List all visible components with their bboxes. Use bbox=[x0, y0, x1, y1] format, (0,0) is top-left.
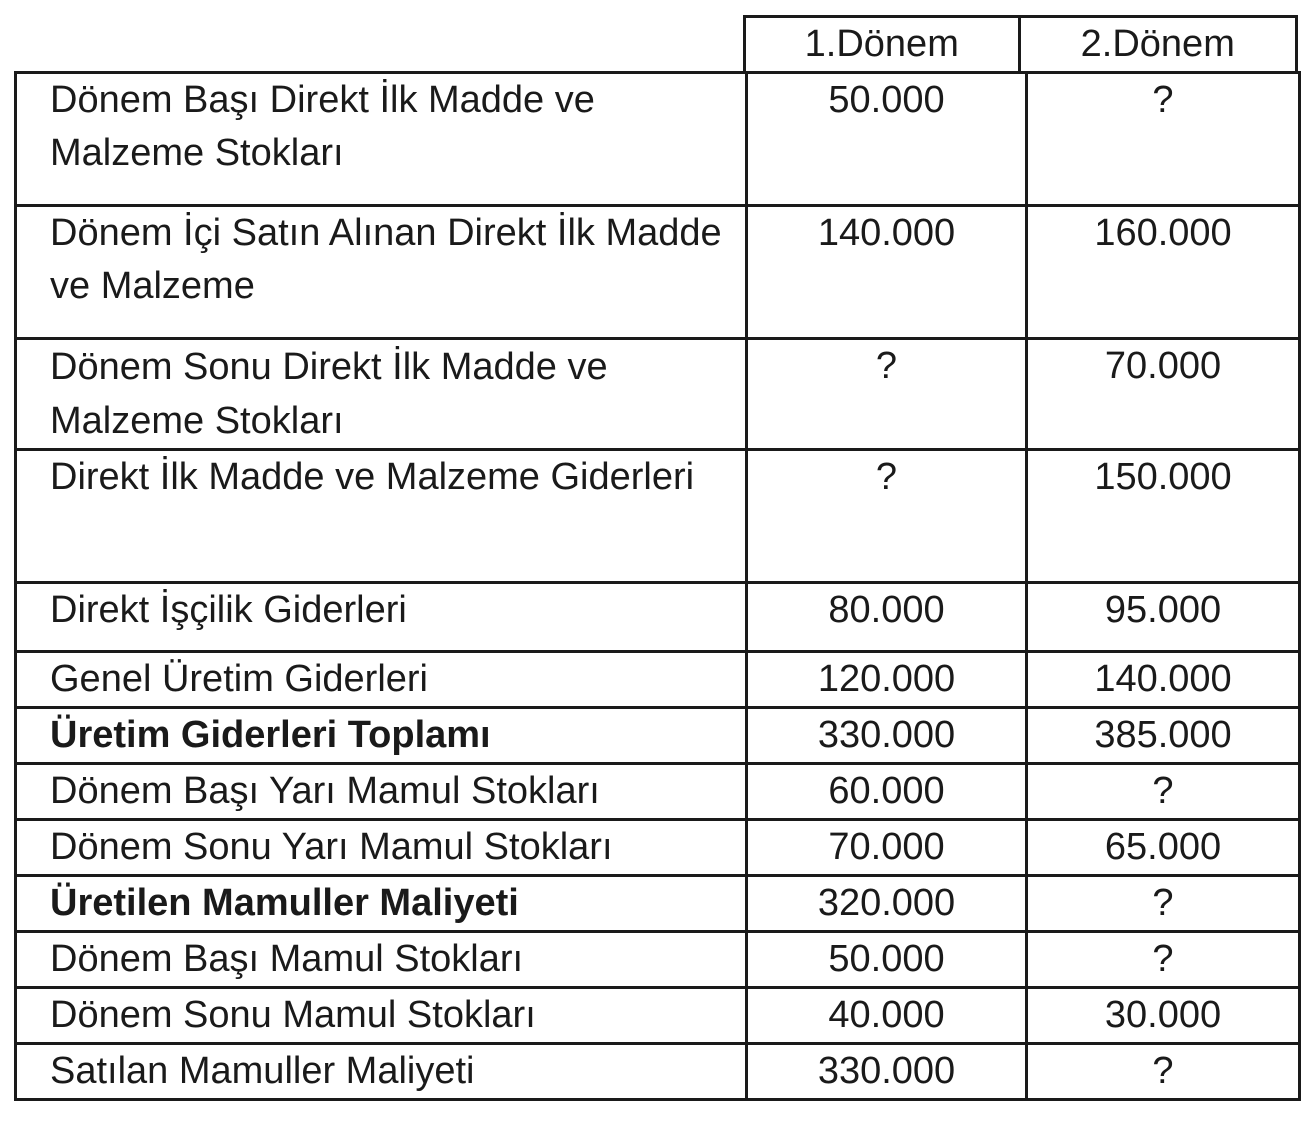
header-period-2: 2.Dönem bbox=[1080, 23, 1235, 65]
row-label: Üretim Giderleri Toplamı bbox=[16, 708, 747, 764]
row-label: Genel Üretim Giderleri bbox=[16, 652, 747, 708]
table-row bbox=[16, 339, 1300, 450]
row-label: Dönem Sonu Mamul Stokları bbox=[16, 988, 747, 1044]
row-value-period-1: 120.000 bbox=[747, 652, 1027, 708]
row-value-period-1: ? bbox=[747, 450, 1027, 583]
row-label: Dönem Başı Mamul Stokları bbox=[16, 932, 747, 988]
row-value-period-2: 385.000 bbox=[1027, 708, 1300, 764]
row-value-period-1: 330.000 bbox=[747, 708, 1027, 764]
table-row bbox=[16, 876, 1300, 932]
table-row bbox=[16, 708, 1300, 764]
row-value-period-1: 320.000 bbox=[747, 876, 1027, 932]
row-value-period-2: 160.000 bbox=[1027, 206, 1300, 339]
row-value-period-1: 70.000 bbox=[747, 820, 1027, 876]
row-value-period-2: 140.000 bbox=[1027, 652, 1300, 708]
row-label: Dönem Sonu Direkt İlk Madde ve Malzeme Stokları bbox=[16, 339, 747, 450]
row-value-period-1: 330.000 bbox=[747, 1044, 1027, 1100]
row-label: Dönem Başı Yarı Mamul Stokları bbox=[16, 764, 747, 820]
row-value-period-1: ? bbox=[747, 339, 1027, 450]
row-label: Direkt İlk Madde ve Malzeme Giderleri bbox=[16, 450, 747, 583]
row-value-period-1: 80.000 bbox=[747, 583, 1027, 652]
table-row bbox=[16, 764, 1300, 820]
table-row bbox=[16, 1044, 1300, 1100]
table-row bbox=[16, 932, 1300, 988]
row-value-period-2: ? bbox=[1027, 1044, 1300, 1100]
row-value-period-1: 40.000 bbox=[747, 988, 1027, 1044]
table-row bbox=[16, 652, 1300, 708]
row-value-period-2: ? bbox=[1027, 876, 1300, 932]
header-period-1: 1.Dönem bbox=[746, 18, 1021, 74]
row-value-period-1: 140.000 bbox=[747, 206, 1027, 339]
row-label: Direkt İşçilik Giderleri bbox=[16, 583, 747, 652]
table-row bbox=[16, 820, 1300, 876]
row-value-period-2: ? bbox=[1027, 73, 1300, 206]
table-row bbox=[16, 450, 1300, 583]
row-value-period-1: 50.000 bbox=[747, 73, 1027, 206]
row-label: Dönem Başı Direkt İlk Madde ve Malzeme Stokları bbox=[16, 73, 747, 206]
row-value-period-2: 30.000 bbox=[1027, 988, 1300, 1044]
table-row bbox=[16, 988, 1300, 1044]
row-value-period-2: 150.000 bbox=[1027, 450, 1300, 583]
row-value-period-2: ? bbox=[1027, 764, 1300, 820]
row-label: Satılan Mamuller Maliyeti bbox=[16, 1044, 747, 1100]
row-value-period-2: 95.000 bbox=[1027, 583, 1300, 652]
period-header bbox=[743, 15, 1298, 74]
table-row bbox=[16, 73, 1300, 206]
row-value-period-2: ? bbox=[1027, 932, 1300, 988]
row-label: Dönem İçi Satın Alınan Direkt İlk Madde ve Malzeme bbox=[16, 206, 747, 339]
row-value-period-2: 65.000 bbox=[1027, 820, 1300, 876]
table-row bbox=[16, 206, 1300, 339]
row-label: Dönem Sonu Yarı Mamul Stokları bbox=[16, 820, 747, 876]
row-value-period-2: 70.000 bbox=[1027, 339, 1300, 450]
cost-table bbox=[14, 71, 1301, 1101]
row-value-period-1: 50.000 bbox=[747, 932, 1027, 988]
table-row bbox=[16, 583, 1300, 652]
row-value-period-1: 60.000 bbox=[747, 764, 1027, 820]
row-label: Üretilen Mamuller Maliyeti bbox=[16, 876, 747, 932]
